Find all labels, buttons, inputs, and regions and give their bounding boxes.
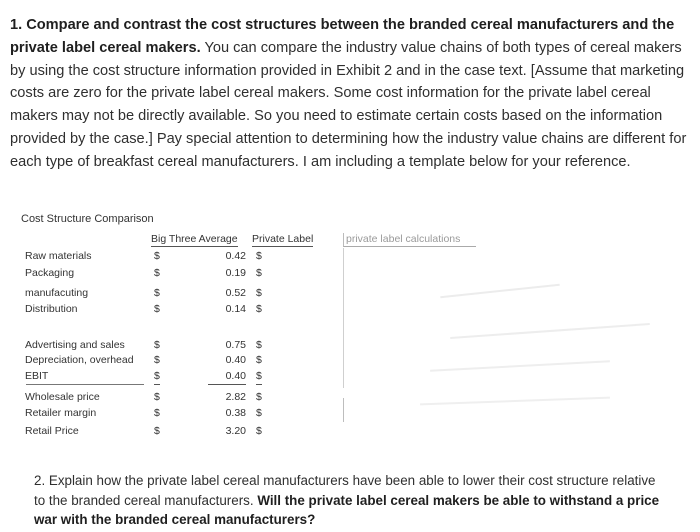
row-label: Depreciation, overhead [25,354,134,366]
row-value: 0.75 [225,339,246,351]
currency-symbol: $ [256,354,262,366]
currency-symbol: $ [154,368,160,385]
row-value: 0.42 [225,250,246,262]
table-row [0,423,700,439]
header-private-label: Private Label [252,233,314,245]
header-calculations: private label calculations [343,233,476,247]
currency-symbol: $ [154,425,160,437]
row-value: 0.19 [225,267,246,279]
calc-column-divider [343,248,344,388]
calc-column-mark [343,398,344,422]
currency-symbol: $ [154,407,160,419]
row-label: Packaging [25,267,75,279]
currency-symbol: $ [154,391,160,403]
table-row [0,368,700,384]
currency-symbol: $ [154,287,160,299]
table-row [0,337,700,353]
row-label: EBIT [25,370,49,382]
question-2 [34,471,664,530]
row-value: 0.40 [225,354,246,366]
currency-symbol: $ [256,303,262,315]
currency-symbol: $ [256,368,262,385]
question-1-body: You can compare the industry value chains of both types of cereal makers by using the cost structure information provided in Exhibit 2 and in the case text. [Assume that marketing costs are zero for the private label cereal makers. Some cost information for the private label cereal makers may not be directly available. So you need to estimate certain costs based on the information provided by the case.] Pay special attention to determining how the industry value chains are different for each type of breakfast cereal manufacturers. I am including a template below for your reference. [10,39,687,170]
row-value: 2.82 [225,391,246,403]
row-label: Distribution [25,303,78,315]
row-label: Advertising and sales [25,339,125,351]
table-row [0,301,700,317]
table-row [0,285,700,301]
question-2-emphasis: Will the private label cereal makers be able to withstand a price war with the branded cereal manufacturers? [34,492,660,527]
table-title: Cost Structure Comparison [21,213,154,225]
currency-symbol: $ [154,339,160,351]
header-big-three: Big Three Average [151,233,238,245]
currency-symbol: $ [256,391,262,403]
currency-symbol: $ [154,303,160,315]
row-value: 0.14 [225,303,246,315]
question-1 [10,14,690,174]
currency-symbol: $ [256,425,262,437]
row-label: Retail Price [25,425,79,437]
question-1-heading: 1. Compare and contrast the cost structures between the branded cereal manufacturers and the private label cereal makers. [10,17,675,56]
ebit-underline [26,384,144,385]
currency-symbol: $ [154,267,160,279]
table-row [0,405,700,421]
row-value: 0.40 [208,368,246,385]
currency-symbol: $ [256,339,262,351]
row-label: Raw materials [25,250,92,262]
table-row [0,248,700,264]
row-label: Wholesale price [25,391,100,403]
row-label: manufacuting [25,287,89,299]
currency-symbol: $ [256,287,262,299]
table-row [0,352,700,368]
question-2-body: 2. Explain how the private label cereal manufacturers have been able to lower their cost structure relative to the branded cereal manufacturers. [34,473,656,508]
currency-symbol: $ [256,267,262,279]
currency-symbol: $ [256,250,262,262]
row-value: 0.38 [225,407,246,419]
row-value: 0.52 [225,287,246,299]
table-row [0,265,700,281]
row-value: 3.20 [225,425,246,437]
currency-symbol: $ [256,407,262,419]
currency-symbol: $ [154,354,160,366]
row-label: Retailer margin [25,407,97,419]
currency-symbol: $ [154,250,160,262]
